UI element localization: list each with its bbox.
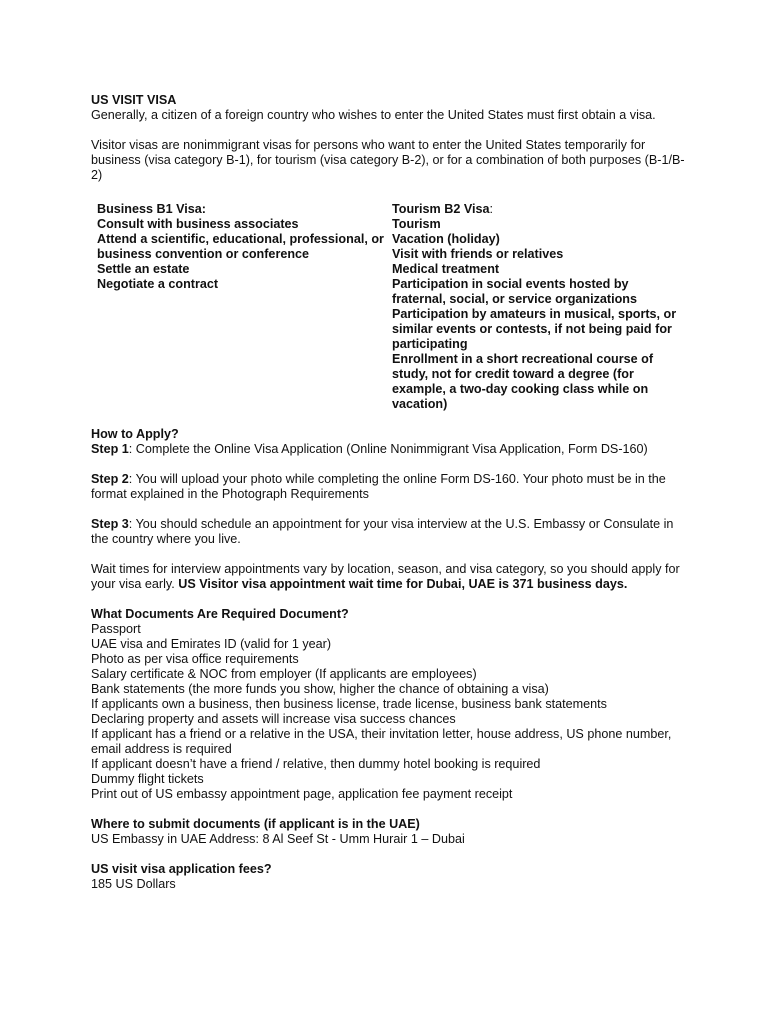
doc-title: US VISIT VISA [91, 93, 177, 107]
document-item: Dummy flight tickets [91, 772, 204, 786]
fees-heading: US visit visa application fees? [91, 862, 272, 876]
document-item: Photo as per visa office requirements [91, 652, 299, 666]
document-page [91, 93, 691, 892]
document-item: If applicant has a friend or a relative in the USA, their invitation letter, house address, US phone number, email address is required [91, 727, 672, 756]
b1-item: Attend a scientific, educational, professional, or business convention or conference [97, 232, 384, 261]
b1-item: Settle an estate [97, 262, 190, 276]
document-item: If applicants own a business, then business license, trade license, business bank statements [91, 697, 607, 711]
documents-list [91, 622, 691, 802]
document-item: Passport [91, 622, 141, 636]
document-item: Print out of US embassy appointment page, application fee payment receipt [91, 787, 513, 801]
wait-time-highlight: US Visitor visa appointment wait time for Dubai, UAE is 371 business days. [178, 577, 628, 591]
b2-heading-colon: : [489, 202, 494, 216]
b2-item: Visit with friends or relatives [392, 247, 564, 261]
documents-heading: What Documents Are Required Document? [91, 607, 349, 621]
b2-item: Participation by amateurs in musical, sports, or similar events or contests, if not being paid for participating [392, 307, 677, 351]
submit-heading: Where to submit documents (if applicant is in the UAE) [91, 817, 420, 831]
step-2 [91, 472, 691, 502]
b1-item: Negotiate a contract [97, 277, 219, 291]
step-2-text: : You will upload your photo while completing the online Form DS-160. Your photo must be in the format explained in the Photograph Requirements [91, 472, 666, 501]
fees-amount: 185 US Dollars [91, 877, 176, 891]
intro-paragraph: Generally, a citizen of a foreign country who wishes to enter the United States must first obtain a visa. [91, 108, 656, 122]
b2-item: Medical treatment [392, 262, 500, 276]
document-item: If applicant doesn’t have a friend / relative, then dummy hotel booking is required [91, 757, 541, 771]
step-1-label: Step 1 [91, 442, 129, 456]
document-item: UAE visa and Emirates ID (valid for 1 year) [91, 637, 332, 651]
document-item: Declaring property and assets will increase visa success chances [91, 712, 456, 726]
step-1-text: : Complete the Online Visa Application (Online Nonimmigrant Visa Application, Form DS-160) [128, 442, 648, 456]
visitor-paragraph: Visitor visas are nonimmigrant visas for persons who want to enter the United States temporarily for business (visa category B-1), for tourism (visa category B-2), or for a combination of both purposes (B-1/B-2) [91, 138, 685, 182]
b2-item: Participation in social events hosted by fraternal, social, or service organizations [392, 277, 637, 306]
b1-item: Consult with business associates [97, 217, 299, 231]
document-item: Bank statements (the more funds you show, higher the chance of obtaining a visa) [91, 682, 549, 696]
document-item: Salary certificate & NOC from employer (If applicants are employees) [91, 667, 477, 681]
b2-heading [392, 202, 682, 217]
step-2-label: Step 2 [91, 472, 129, 486]
embassy-address: US Embassy in UAE Address: 8 Al Seef St - Umm Hurair 1 – Dubai [91, 832, 465, 846]
step-3-text: : You should schedule an appointment for your visa interview at the U.S. Embassy or Consulate in the country where you live. [91, 517, 674, 546]
how-to-apply-heading: How to Apply? [91, 427, 179, 441]
visa-types-table [91, 202, 691, 412]
step-3 [91, 517, 691, 547]
b2-item: Tourism [392, 217, 441, 231]
step-3-label: Step 3 [91, 517, 129, 531]
b2-item: Vacation (holiday) [392, 232, 500, 246]
wait-time-paragraph [91, 562, 691, 592]
step-1 [91, 442, 691, 457]
b1-heading: Business B1 Visa: [97, 202, 206, 216]
wait-time-text: Wait times for interview appointments vary by location, season, and visa category, so you should apply for your visa early. [91, 562, 680, 591]
b1-column [91, 202, 389, 412]
b2-heading-text: Tourism B2 Visa [392, 202, 490, 216]
b2-column [389, 202, 682, 412]
b2-item: Enrollment in a short recreational course of study, not for credit toward a degree (for example, a two-day cooking class while on vacation) [392, 352, 654, 411]
